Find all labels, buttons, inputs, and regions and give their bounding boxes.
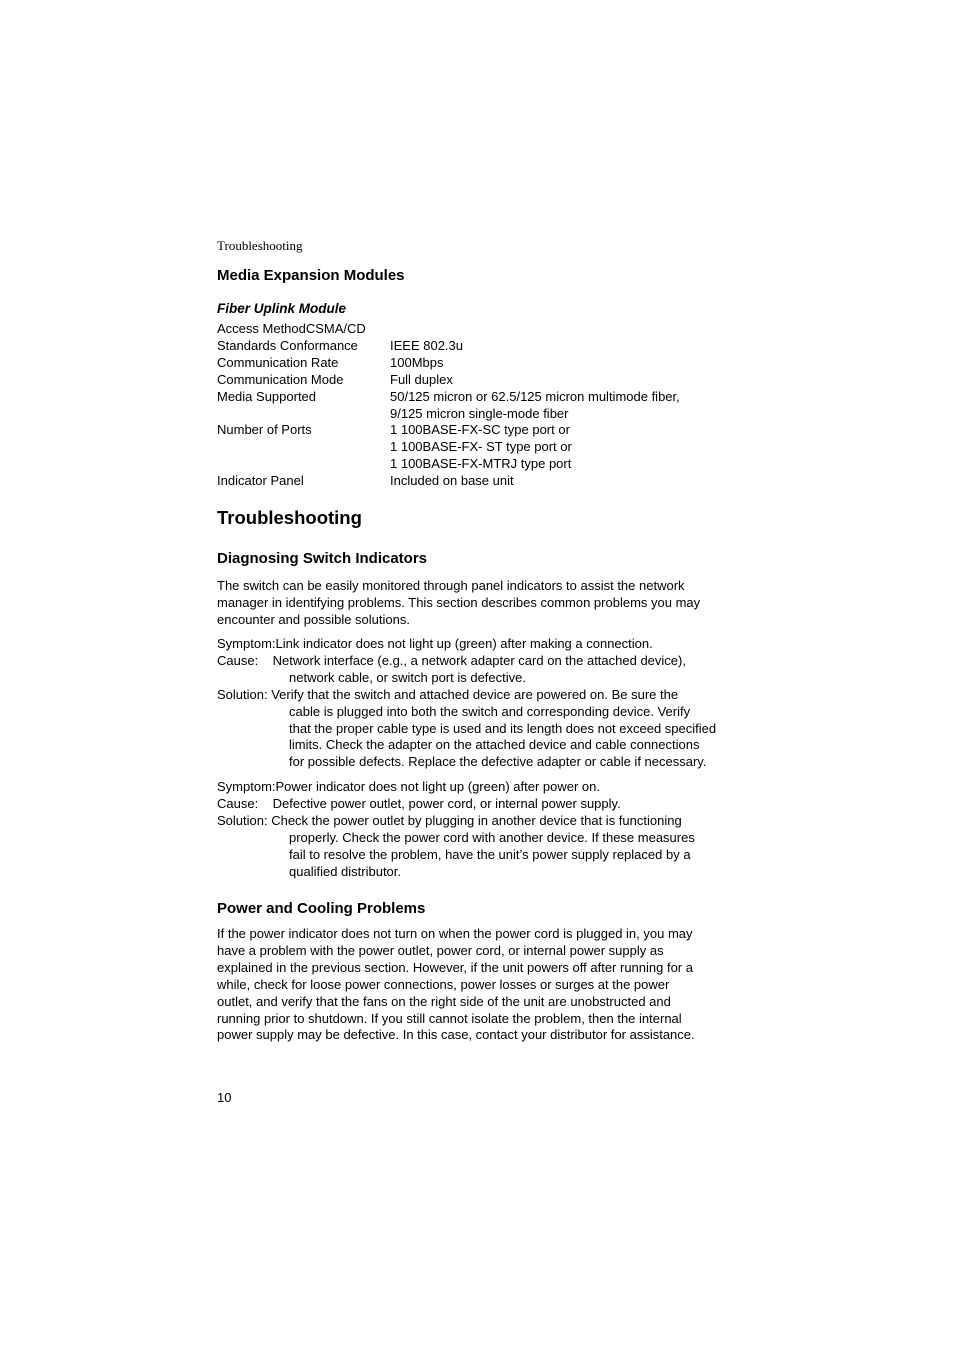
spec-label: Communication Rate bbox=[217, 354, 339, 370]
solution-line: properly. Check the power cord with another device. If these measures bbox=[289, 829, 695, 845]
power-paragraph bbox=[217, 926, 727, 1044]
spec-access-method: Access MethodCSMA/CD bbox=[217, 321, 366, 336]
solution-line: for possible defects. Replace the defective adapter or cable if necessary. bbox=[289, 754, 707, 770]
spec-row-access bbox=[217, 321, 737, 338]
paragraph-line: The switch can be easily monitored through panel indicators to assist the network bbox=[217, 578, 685, 593]
spec-row-standards bbox=[217, 338, 737, 355]
paragraph-line: have a problem with the power outlet, power cord, or internal power supply as bbox=[217, 942, 664, 958]
symptom-power bbox=[217, 779, 727, 880]
spec-value: 100Mbps bbox=[390, 354, 444, 370]
spec-row-mode bbox=[217, 372, 737, 389]
spec-label: Communication Mode bbox=[217, 371, 344, 387]
solution-line: cable is plugged into both the switch and corresponding device. Verify bbox=[289, 703, 691, 719]
spec-row-media bbox=[217, 389, 737, 423]
paragraph-line: explained in the previous section. However, if the unit powers off after running for a bbox=[217, 959, 693, 975]
cause-line: Cause: Network interface (e.g., a network adapter card on the attached device), bbox=[217, 652, 686, 668]
paragraph-line: If the power indicator does not turn on when the power cord is plugged in, you may bbox=[217, 926, 693, 941]
spec-value bbox=[390, 422, 737, 473]
spec-label: Media Supported bbox=[217, 388, 317, 404]
spec-label: Indicator Panel bbox=[217, 473, 304, 489]
spec-row-rate bbox=[217, 355, 737, 372]
spec-value: Included on base unit bbox=[390, 473, 514, 489]
solution-line: fail to resolve the problem, have the unit’s power supply replaced by a bbox=[289, 846, 691, 862]
spec-value-line: 1 100BASE-FX- ST type port or bbox=[390, 439, 572, 455]
page-number: 10 bbox=[217, 1090, 232, 1105]
spec-value: Full duplex bbox=[390, 371, 453, 387]
diagnosing-intro bbox=[217, 578, 727, 629]
solution-line: Solution: Check the power outlet by plugging in another device that is functioning bbox=[217, 812, 682, 828]
solution-line: limits. Check the adapter on the attached device and cable connections bbox=[289, 737, 700, 753]
running-head: Troubleshooting bbox=[217, 238, 303, 253]
symptom-line: Symptom:Link indicator does not light up (green) after making a connection. bbox=[217, 636, 653, 651]
spec-row-ports bbox=[217, 422, 737, 473]
paragraph-line: running prior to shutdown. If you still cannot isolate the problem, then the internal bbox=[217, 1010, 682, 1026]
power-cooling-heading: Power and Cooling Problems bbox=[217, 900, 426, 917]
spec-value-line: 50/125 micron or 62.5/125 micron multimode fiber, bbox=[390, 388, 680, 404]
symptom-line: Symptom:Power indicator does not light up (green) after power on. bbox=[217, 779, 600, 794]
spec-value-line: 1 100BASE-FX-MTRJ type port bbox=[390, 456, 572, 472]
paragraph-line: power supply may be defective. In this case, contact your distributor for assistance. bbox=[217, 1027, 695, 1043]
fiber-uplink-heading: Fiber Uplink Module bbox=[217, 301, 347, 316]
spec-label: Number of Ports bbox=[217, 422, 312, 438]
spec-value-line: 1 100BASE-FX-SC type port or bbox=[390, 422, 570, 438]
troubleshooting-heading: Troubleshooting bbox=[217, 507, 362, 528]
spec-value-line: 9/125 micron single-mode fiber bbox=[390, 405, 569, 421]
cause-line: Cause: Defective power outlet, power cord, or internal power supply. bbox=[217, 795, 621, 811]
solution-line: Solution: Verify that the switch and attached device are powered on. Be sure the bbox=[217, 686, 679, 702]
media-expansion-heading: Media Expansion Modules bbox=[217, 267, 405, 284]
paragraph-line: manager in identifying problems. This section describes common problems you may bbox=[217, 594, 701, 610]
spec-value bbox=[390, 389, 737, 423]
paragraph-line: outlet, and verify that the fans on the right side of the unit are unobstructed and bbox=[217, 993, 671, 1009]
solution-line: that the proper cable type is used and its length does not exceed specified bbox=[289, 720, 717, 736]
cause-line: network cable, or switch port is defective. bbox=[289, 669, 526, 685]
spec-label: Standards Conformance bbox=[217, 337, 358, 353]
symptom-link bbox=[217, 636, 727, 771]
spec-row-indicator bbox=[217, 473, 737, 490]
spec-table bbox=[217, 321, 737, 490]
paragraph-line: encounter and possible solutions. bbox=[217, 611, 410, 627]
solution-line: qualified distributor. bbox=[289, 863, 402, 879]
spec-value: IEEE 802.3u bbox=[390, 337, 463, 353]
diagnosing-heading: Diagnosing Switch Indicators bbox=[217, 550, 428, 567]
paragraph-line: while, check for loose power connections, power losses or surges at the power bbox=[217, 976, 670, 992]
